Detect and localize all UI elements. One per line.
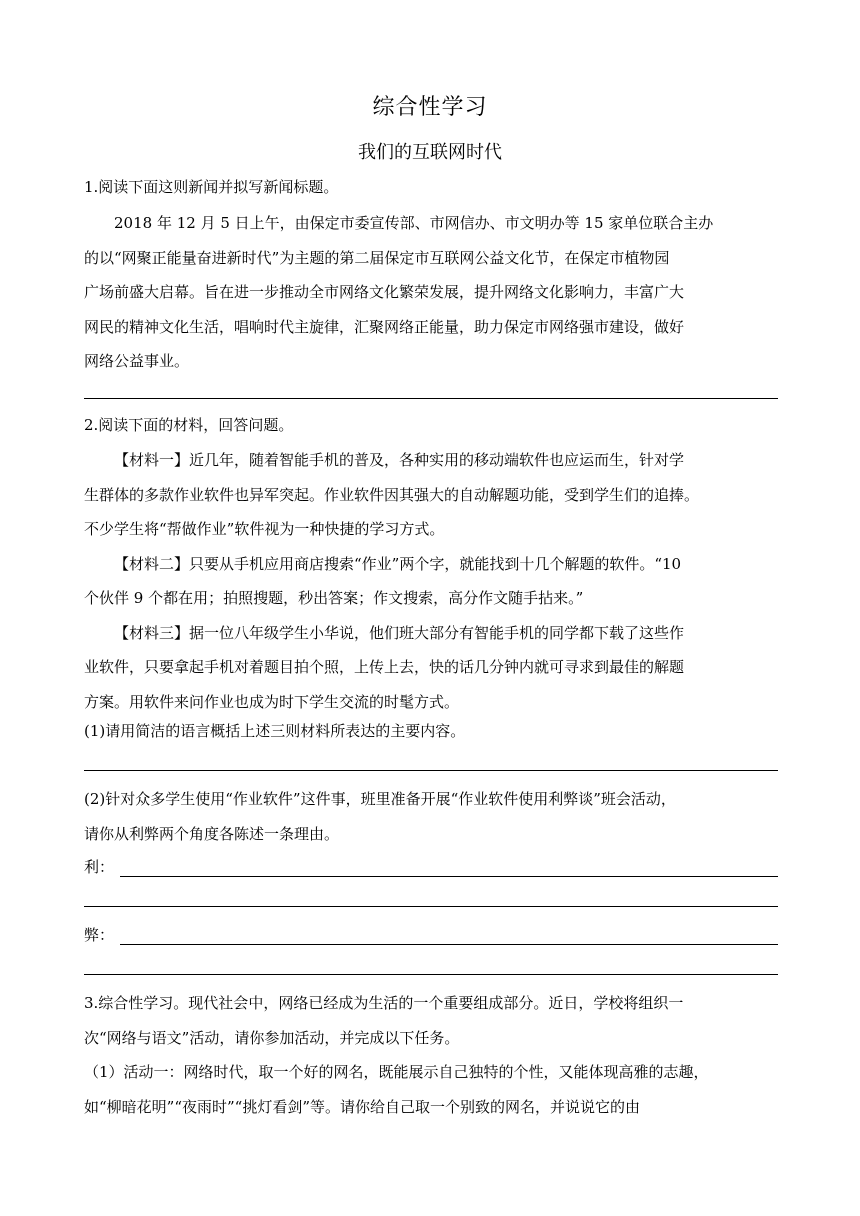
q3-line: 如“柳暗花明”“夜雨时”“挑灯看剑”等。请你给自己取一个别致的网名，并说说它的由 (84, 1097, 641, 1116)
con-answer-line-2[interactable] (84, 974, 778, 975)
q1-news-passage (84, 206, 778, 379)
q2-sub1-answer-line[interactable] (84, 770, 778, 771)
pro-answer-row[interactable] (84, 856, 778, 877)
q1-line: 2018 年 12 月 5 日上午，由保定市委宣传部、市网信办、市文明办等 15 家单位联合主办 (114, 214, 714, 232)
q1-answer-line[interactable] (84, 398, 778, 399)
con-answer-row[interactable] (84, 924, 778, 945)
q3-line: （1）活动一：网络时代，取一个好的网名，既能展示自己独特的个性，又能体现高雅的志趣， (84, 1063, 709, 1081)
material-3-line: 业软件，只要拿起手机对着题目拍个照，上传上去，快的话几分钟内就可寻求到最佳的解题 (84, 658, 685, 676)
material-2-line: 【材料二】只要从手机应用商店搜索“作业”两个字，就能找到十几个解题的软件。“10 (114, 554, 682, 573)
con-answer-line[interactable] (120, 930, 778, 945)
q2-sub2-line: 请你从利弊两个角度各陈述一条理由。 (84, 824, 340, 843)
q2-sub2-line: (2)针对众多学生使用“作业软件”这件事，班里准备开展“作业软件使用利弊谈”班会活动， (84, 790, 676, 808)
material-1-line: 【材料一】近几年，随着智能手机的普及，各种实用的移动端软件也应运而生，针对学 (114, 451, 685, 469)
q3-line: 次“网络与语文”活动，请你参加活动，并完成以下任务。 (84, 1028, 460, 1047)
material-3-line: 【材料三】据一位八年级学生小华说，他们班大部分有智能手机的同学都下载了这些作 (114, 623, 685, 642)
q2-materials (84, 443, 778, 719)
pro-answer-line-2[interactable] (84, 906, 778, 907)
q1-line: 网络公益事业。 (84, 352, 190, 370)
q1-line: 广场前盛大启幕。旨在进一步推动全市网络文化繁荣发展，提升网络文化影响力，丰富广大 (84, 283, 685, 301)
material-2-line: 个伙伴 9 个都在用；拍照搜题，秒出答案；作文搜索，高分作文随手拈来。” (84, 589, 584, 607)
q2-prompt: 2.阅读下面的材料，回答问题。 (84, 416, 294, 434)
q3-passage (84, 986, 778, 1124)
material-3-line: 方案。用软件来问作业也成为时下学生交流的时髦方式。 (84, 692, 460, 711)
q1-line: 的以“网聚正能量奋进新时代”为主题的第二届保定市互联网公益文化节，在保定市植物园 (84, 248, 670, 267)
material-1-line: 不少学生将“帮做作业”软件视为一种快捷的学习方式。 (84, 520, 445, 538)
pro-label: 利： (84, 858, 115, 876)
q2-sub2-prompt (84, 782, 778, 851)
q3-line: 3.综合性学习。现代社会中，网络已经成为生活的一个重要组成部分。近日，学校将组织一 (84, 994, 684, 1012)
pro-answer-line[interactable] (120, 862, 778, 877)
material-1-line: 生群体的多款作业软件也异军突起。作业软件因其强大的自动解题功能，受到学生们的追捧。 (84, 485, 700, 504)
q1-prompt: 1.阅读下面这则新闻并拟写新闻标题。 (84, 178, 339, 196)
q1-line: 网民的精神文化生活，唱响时代主旋律，汇聚网络正能量，助力保定市网络强市建设，做好 (84, 317, 685, 336)
q2-sub1-prompt: (1)请用简洁的语言概括上述三则材料所表达的主要内容。 (84, 722, 466, 740)
con-label: 弊： (84, 926, 115, 944)
page-title: 综合性学习 (372, 95, 488, 120)
page-subtitle: 我们的互联网时代 (358, 142, 502, 163)
